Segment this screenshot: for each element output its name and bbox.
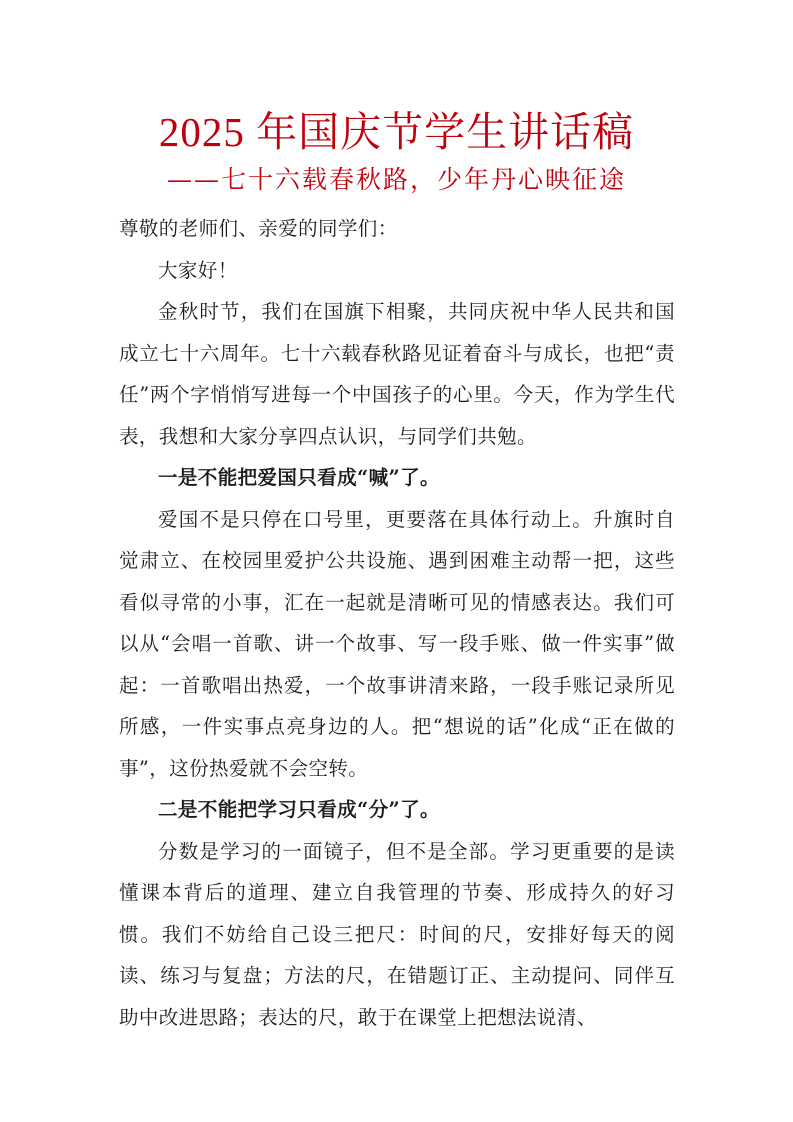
greeting-paragraph: 大家好！ (158, 258, 238, 282)
document-subtitle: ——七十六载春秋路，少年丹心映征途 (166, 165, 626, 194)
section-1-paragraph: 爱国不是只停在口号里，更要落在具体行动上。升旗时自觉肃立、在校园里爱护公共设施、遇到困难主动帮一把，这些看似寻常的小事，汇在一起就是清晰可见的情感表达。我们可以从“会唱一首歌、讲一个故事、写一段手账、做一件实事”做起：一首歌唱出热爱，一个故事讲清来路，一段手账记录所见所感，一件实事点亮身边的人。把“想说的话”化成“正在做的事”，这份热爱就不会空转。 (119, 507, 675, 780)
document-title: 2025 年国庆节学生讲话稿 (158, 109, 635, 155)
intro-paragraph: 金秋时节，我们在国旗下相聚，共同庆祝中华人民共和国成立七十六周年。七十六载春秋路见证着奋斗与成长，也把“责任”两个字悄悄写进每一个中国孩子的心里。今天，作为学生代表，我想和大家分享四点认识，与同学们共勉。 (119, 300, 675, 448)
section-heading-2: 二是不能把学习只看成“分”了。 (158, 798, 440, 821)
salutation: 尊敬的老师们、亲爱的同学们： (119, 217, 398, 240)
section-2-paragraph: 分数是学习的一面镜子，但不是全部。学习更重要的是读懂课本背后的道理、建立自我管理的节奏、形成持久的好习惯。我们不妨给自己设三把尺：时间的尺，安排好每天的阅读、练习与复盘；方法的尺，在错题订正、主动提问、同伴互助中改进思路；表达的尺，敢于在课堂上把想法说清、 (119, 839, 675, 1029)
section-heading-1: 一是不能把爱国只看成“喊”了。 (158, 466, 440, 489)
document-body (119, 208, 675, 1038)
